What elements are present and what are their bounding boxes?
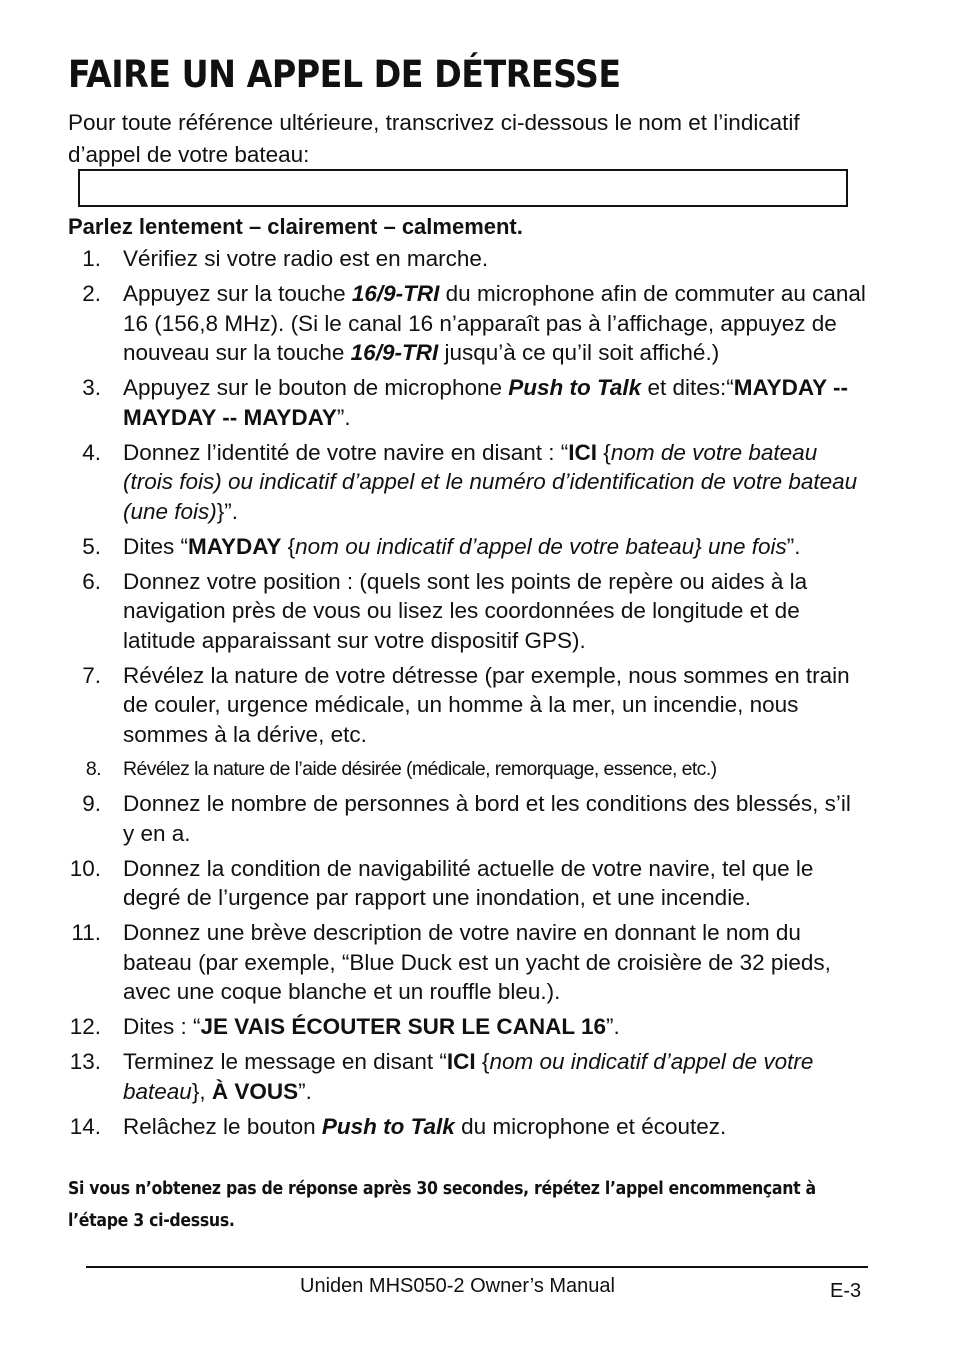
step-text: MAYDAY -- MAYDAY -- MAYDAY xyxy=(123,375,848,430)
step-text: { xyxy=(475,1049,490,1074)
step-text: Terminez le message en disant “ xyxy=(123,1049,447,1074)
no-response-note: Si vous n’obtenez pas de réponse après 30 secondes, répétez l’appel encommençant à l’étape 3 ci-dessus. xyxy=(68,1179,816,1231)
step-item xyxy=(68,438,868,527)
step-text: Révélez la nature de votre détresse (par exemple, nous sommes en train de couler, urgence médicale, un homme à la mer, un incendie, nous sommes à la dérive, etc. xyxy=(123,662,850,747)
step-text: ICI xyxy=(446,1049,476,1074)
step-number: 13. xyxy=(69,1049,101,1074)
step-text: Donnez le nombre de personnes à bord et les conditions des blessés, s’il y en a. xyxy=(123,791,851,846)
step-text: Donnez la condition de navigabilité actuelle de votre navire, tel que le degré de l’urgence par rapport une inondation, et une incendie. xyxy=(123,855,814,910)
step-number: 10. xyxy=(69,855,101,881)
step-text: Appuyez sur le bouton de microphone xyxy=(123,375,509,400)
footer-divider xyxy=(86,1266,868,1268)
step-text: Relâchez le bouton xyxy=(123,1113,322,1139)
step-text: Dites “ xyxy=(123,533,189,559)
step-text: Donnez votre position : (quels sont les points de repère ou aides à la navigation près de vous ou lisez les coordonnées de longitude et de latitude apparaissant sur votre dispositif GPS). xyxy=(123,568,808,653)
speaking-instruction: Parlez lentement – clairement – calmement. xyxy=(68,214,523,239)
step-number: 1. xyxy=(82,246,101,271)
step-item xyxy=(68,661,868,750)
step-item xyxy=(68,1047,868,1106)
step-text: Appuyez sur la touche xyxy=(123,281,352,306)
step-text: nom ou indicatif d’appel de votre bateau xyxy=(123,1049,814,1104)
step-text: Donnez une brève description de votre navire en donnant le nom du bateau (par exemple, “Blue Duck est un yacht de croisière de 32 pieds, avec une coque blanche et un rouffle bleu.). xyxy=(123,920,831,1004)
distress-call-steps xyxy=(68,244,868,1147)
step-text: ”. xyxy=(606,1014,620,1039)
intro-paragraph: Pour toute référence ultérieure, transcrivez ci-dessous le nom et l’indicatif d’appel de votre bateau: xyxy=(68,110,800,167)
step-text: }”. xyxy=(216,498,239,524)
step-item xyxy=(68,755,868,785)
step-number: 7. xyxy=(82,662,101,688)
boat-name-write-in-box xyxy=(78,169,848,207)
step-text: Push to Talk xyxy=(508,375,642,400)
step-item xyxy=(68,789,868,848)
page-number: E-3 xyxy=(830,1280,862,1302)
step-number: 2. xyxy=(82,281,101,306)
step-item xyxy=(68,918,868,1007)
step-item xyxy=(68,373,868,432)
step-item xyxy=(68,854,868,913)
step-text: Révélez la nature de l’aide désirée (médicale, remorquage, essence, etc.) xyxy=(123,757,717,780)
manual-title: Uniden MHS050-2 Owner’s Manual xyxy=(300,1275,615,1297)
step-number: 6. xyxy=(82,568,101,594)
step-text: du microphone afin de commuter au canal 16 (156,8 MHz). (Si le canal 16 n’apparaît pas à l’affichage, appuyez de nouveau sur la touche xyxy=(123,281,866,365)
step-text: nom de votre bateau (trois fois) ou indicatif d’appel et le numéro d’identification de votre bateau (une fois) xyxy=(123,439,858,524)
step-number: 5. xyxy=(82,533,101,559)
step-number: 3. xyxy=(82,375,101,400)
step-number: 9. xyxy=(82,791,101,816)
step-item xyxy=(68,567,868,656)
step-text: ”. xyxy=(786,533,801,559)
step-text: nom ou indicatif d’appel de votre bateau} une fois xyxy=(295,533,787,559)
step-item xyxy=(68,1012,868,1042)
step-text: ”. xyxy=(336,404,351,430)
step-item xyxy=(68,244,868,274)
step-number: 11. xyxy=(71,920,101,945)
step-text: À VOUS xyxy=(211,1078,299,1104)
step-text: ”. xyxy=(298,1078,312,1104)
step-text: Donnez l’identité de votre navire en disant : “ xyxy=(123,439,569,465)
step-number: 8. xyxy=(85,757,101,780)
step-text: Push to Talk xyxy=(321,1113,455,1139)
step-item xyxy=(68,279,868,368)
step-text: jusqu’à ce qu’il soit affiché.) xyxy=(438,340,720,365)
step-text: { xyxy=(597,439,611,465)
step-number: 12. xyxy=(69,1014,101,1039)
step-text: ICI xyxy=(568,439,598,465)
step-text: et dites:“ xyxy=(641,375,734,400)
page-title: FAIRE UN APPEL DE DÉTRESSE xyxy=(68,53,621,96)
step-text: MAYDAY xyxy=(188,533,282,559)
step-number: 4. xyxy=(82,439,101,465)
step-text: 16/9-TRI xyxy=(350,340,439,365)
step-text: Vérifiez si votre radio est en marche. xyxy=(123,246,489,271)
step-text: { xyxy=(281,533,296,559)
step-text: }, xyxy=(191,1078,212,1104)
step-item xyxy=(68,1112,868,1142)
step-number: 14. xyxy=(69,1113,101,1139)
step-text: Dites : “ xyxy=(123,1014,201,1039)
step-text: du microphone et écoutez. xyxy=(454,1113,727,1139)
step-item xyxy=(68,532,868,562)
step-text: JE VAIS ÉCOUTER SUR LE CANAL 16 xyxy=(200,1014,607,1039)
step-text: 16/9-TRI xyxy=(351,281,440,306)
